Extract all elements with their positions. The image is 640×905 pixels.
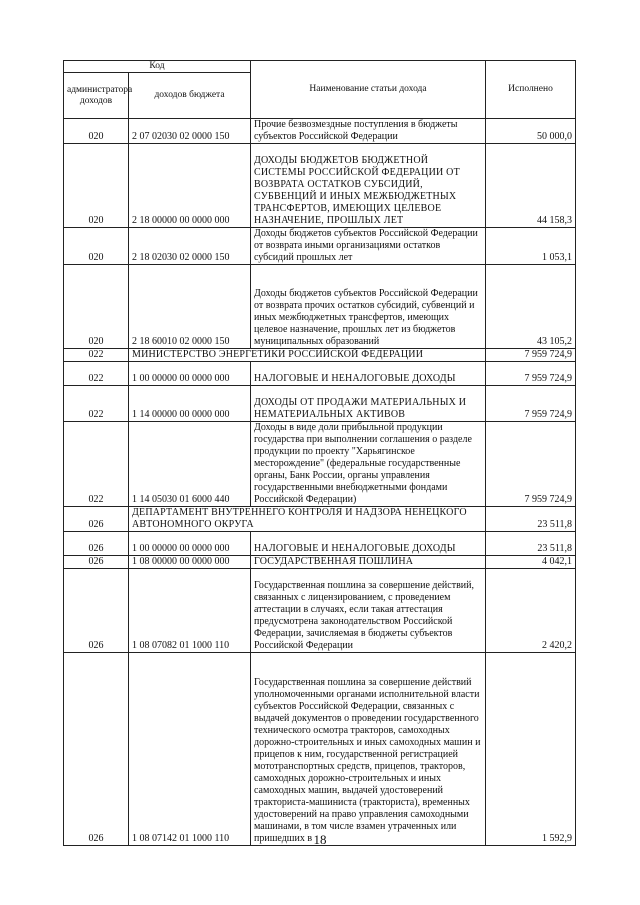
table-row: [64, 362, 576, 386]
income-code-cell: 1 14 05030 01 6000 440: [129, 422, 251, 507]
administrator-code-cell: 026: [64, 569, 129, 653]
item-name-cell: Доходы в виде доли прибыльной продукции государства при выполнении соглашения о разделе продукции по проекту "Харьягинское месторождение" (федеральные государственные органы, Банк России, органы управления государственными внебюджетными фондами Российской Федерации): [251, 422, 486, 507]
item-name-cell: НАЛОГОВЫЕ И НЕНАЛОГОВЫЕ ДОХОДЫ: [251, 362, 486, 386]
table-row: [64, 569, 576, 653]
table-row: [64, 556, 576, 569]
table-body: [64, 119, 576, 846]
item-name-cell: ГОСУДАРСТВЕННАЯ ПОШЛИНА: [251, 556, 486, 569]
table-row: [64, 532, 576, 556]
income-code-cell: 1 14 00000 00 0000 000: [129, 386, 251, 422]
executed-amount-cell: 7 959 724,9: [486, 362, 576, 386]
income-code-cell: 1 08 00000 00 0000 000: [129, 556, 251, 569]
table-row: [64, 386, 576, 422]
administrator-code-cell: 022: [64, 386, 129, 422]
administrator-code-cell: 022: [64, 422, 129, 507]
item-name-cell: Доходы бюджетов субъектов Российской Федерации от возврата прочих остатков субсидий, субвенций и иных межбюджетных трансфертов, имеющих целевое назначение, прошлых лет из бюджетов муниципальных образований: [251, 265, 486, 349]
income-code-cell: 2 18 00000 00 0000 000: [129, 144, 251, 228]
administrator-code-cell: 020: [64, 144, 129, 228]
administrator-code-cell: 026: [64, 532, 129, 556]
table-row: [64, 228, 576, 265]
table-row: [64, 265, 576, 349]
item-name-cell: Доходы бюджетов субъектов Российской Федерации от возврата иными организациями остатков субсидий прошлых лет: [251, 228, 486, 265]
executed-amount-cell: 2 420,2: [486, 569, 576, 653]
executed-amount-cell: 50 000,0: [486, 119, 576, 144]
table-row: [64, 507, 576, 532]
budget-income-table: [63, 60, 576, 846]
administrator-code-cell: 020: [64, 119, 129, 144]
item-name-cell: Государственная пошлина за совершение действий уполномоченными органами исполнительной власти субъектов Российской Федерации, связанных с выдачей документов о проведении государственного технического осмотра тракторов, самоходных дорожно-строительных и иных самоходных машин и прицепов к ним, государственной регистрацией мототранспортных средств, прицепов, тракторов, самоходных дорожно-строительных и иных самоходных машин, выдачей удостоверений тракториста-машиниста (тракториста), временных удостоверений на право управления самоходными машинами, в том числе взамен утраченных или пришедших в: [251, 653, 486, 846]
item-name-cell: ДОХОДЫ БЮДЖЕТОВ БЮДЖЕТНОЙ СИСТЕМЫ РОССИЙСКОЙ ФЕДЕРАЦИИ ОТ ВОЗВРАТА ОСТАТКОВ СУБСИДИЙ, СУБВЕНЦИЙ И ИНЫХ МЕЖБЮДЖЕТНЫХ ТРАНСФЕРТОВ, ИМЕЮЩИХ ЦЕЛЕВОЕ НАЗНАЧЕНИЕ, ПРОШЛЫХ ЛЕТ: [251, 144, 486, 228]
table-row: [64, 422, 576, 507]
executed-amount-cell: 23 511,8: [486, 507, 576, 532]
executed-amount-cell: 44 158,3: [486, 144, 576, 228]
executed-amount-cell: 7 959 724,9: [486, 386, 576, 422]
item-name-header: Наименование статьи дохода: [251, 61, 486, 119]
income-code-cell: 1 08 07142 01 1000 110: [129, 653, 251, 846]
table-row: [64, 653, 576, 846]
item-name-cell: ДЕПАРТАМЕНТ ВНУТРЕННЕГО КОНТРОЛЯ И НАДЗОРА НЕНЕЦКОГО АВТОНОМНОГО ОКРУГА: [129, 507, 486, 532]
executed-amount-cell: 1 053,1: [486, 228, 576, 265]
income-code-cell: 1 00 00000 00 0000 000: [129, 532, 251, 556]
administrator-header: администратора доходов: [64, 73, 129, 119]
page-number: 18: [313, 832, 327, 847]
item-name-cell: ДОХОДЫ ОТ ПРОДАЖИ МАТЕРИАЛЬНЫХ И НЕМАТЕРИАЛЬНЫХ АКТИВОВ: [251, 386, 486, 422]
administrator-code-cell: 026: [64, 507, 129, 532]
code-header: Код: [64, 61, 251, 73]
administrator-code-cell: 020: [64, 265, 129, 349]
item-name-cell: Государственная пошлина за совершение действий, связанных с лицензированием, с проведением аттестации в случаях, если такая аттестация предусмотрена законодательством Российской Федерации, зачисляемая в бюджеты субъектов Российской Федерации: [251, 569, 486, 653]
income-code-cell: 2 18 02030 02 0000 150: [129, 228, 251, 265]
executed-amount-cell: 4 042,1: [486, 556, 576, 569]
executed-amount-cell: 7 959 724,9: [486, 349, 576, 362]
administrator-code-cell: 026: [64, 556, 129, 569]
table-row: [64, 349, 576, 362]
administrator-code-cell: 020: [64, 228, 129, 265]
administrator-code-cell: 022: [64, 362, 129, 386]
table-row: [64, 144, 576, 228]
item-name-cell: НАЛОГОВЫЕ И НЕНАЛОГОВЫЕ ДОХОДЫ: [251, 532, 486, 556]
administrator-code-cell: 026: [64, 653, 129, 846]
income-code-cell: 1 00 00000 00 0000 000: [129, 362, 251, 386]
budget-income-code-header: доходов бюджета: [129, 73, 251, 119]
executed-amount-cell: 7 959 724,9: [486, 422, 576, 507]
item-name-cell: МИНИСТЕРСТВО ЭНЕРГЕТИКИ РОССИЙСКОЙ ФЕДЕРАЦИИ: [129, 349, 486, 362]
table-row: [64, 119, 576, 144]
income-code-cell: 2 07 02030 02 0000 150: [129, 119, 251, 144]
income-code-cell: 2 18 60010 02 0000 150: [129, 265, 251, 349]
income-code-cell: 1 08 07082 01 1000 110: [129, 569, 251, 653]
executed-amount-cell: 23 511,8: [486, 532, 576, 556]
executed-header: Исполнено: [486, 61, 576, 119]
executed-amount-cell: 1 592,9: [486, 653, 576, 846]
executed-amount-cell: 43 105,2: [486, 265, 576, 349]
administrator-code-cell: 022: [64, 349, 129, 362]
item-name-cell: Прочие безвозмездные поступления в бюджеты субъектов Российской Федерации: [251, 119, 486, 144]
